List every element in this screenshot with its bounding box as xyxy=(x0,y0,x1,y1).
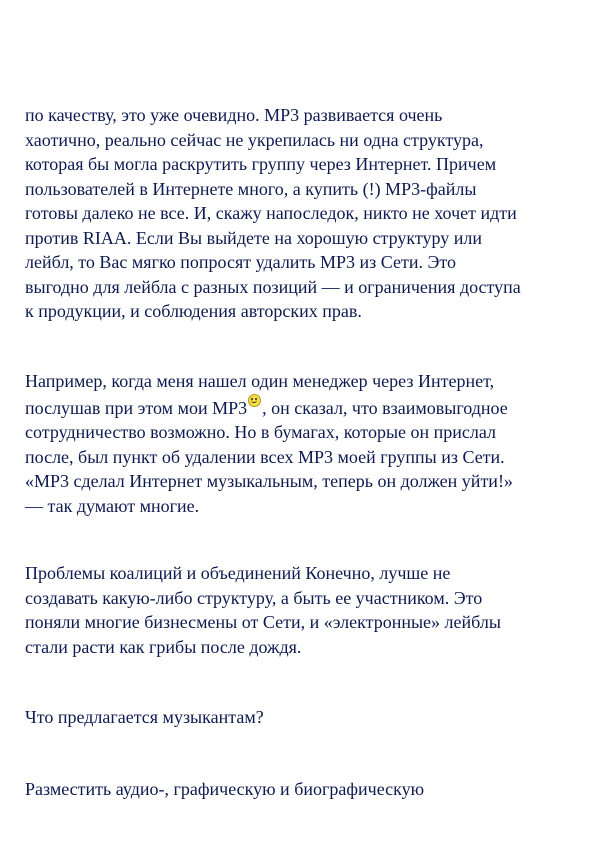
paragraph-manager-story xyxy=(25,369,585,518)
text-line: лейбл, то Вас мягко попросят удалить MP3 из Сети. Это xyxy=(25,252,456,272)
text-line-with-smiley xyxy=(25,394,585,421)
text-line: сотрудничество возможно. Но в бумагах, которые он прислал xyxy=(25,422,497,442)
paragraph-mp3-quality xyxy=(25,103,585,324)
text-line: Проблемы коалиций и объединений Конечно, лучше не xyxy=(25,563,451,583)
text-line: хаотично, реально сейчас не укрепилась ни одна структура, xyxy=(25,129,484,150)
text-line: стали расти как грибы после дождя. xyxy=(25,636,302,657)
text-line: против RIAA. Если Вы выйдете на хорошую структуру или xyxy=(25,227,483,248)
text-line: после, был пункт об удалении всех MP3 моей группы из Сети. xyxy=(25,446,505,467)
text-line: создавать какую-либо структуру, а быть ее участником. Это xyxy=(25,587,483,608)
text-line: Разместить аудио-, графическую и биографическую xyxy=(25,779,425,799)
text-line: пользователей в Интернете много, а купить (!) MP3-файлы xyxy=(25,178,477,199)
paragraph-offer xyxy=(25,777,585,802)
text-line: Например, когда меня нашел один менеджер через Интернет, xyxy=(25,371,495,391)
text-line: которая бы могла раскрутить группу через Интернет. Причем xyxy=(25,154,497,174)
text-segment: послушав при этом мои MP3 xyxy=(25,397,248,418)
text-line: «MP3 сделал Интернет музыкальным, теперь он должен уйти!» xyxy=(25,471,513,491)
paragraph-coalitions xyxy=(25,561,585,659)
text-segment: , он сказал, что взаимовыгодное xyxy=(262,397,508,418)
text-line: готовы далеко не все. И, скажу напоследок, никто не хочет идти xyxy=(25,203,517,223)
text-line: к продукции, и соблюдения авторских прав. xyxy=(25,301,362,321)
smiley-emoticon-icon xyxy=(248,394,261,407)
text-line: поняли многие бизнесмены от Сети, и «электронные» лейблы xyxy=(25,612,501,632)
paragraph-question xyxy=(25,705,585,730)
text-line: по качеству, это уже очевидно. MP3 развивается очень xyxy=(25,105,443,125)
text-line: выгодно для лейбла с разных позиций — и ограничения доступа xyxy=(25,276,521,297)
text-line: Что предлагается музыкантам? xyxy=(25,707,264,727)
text-line: — так думают многие. xyxy=(25,495,200,516)
